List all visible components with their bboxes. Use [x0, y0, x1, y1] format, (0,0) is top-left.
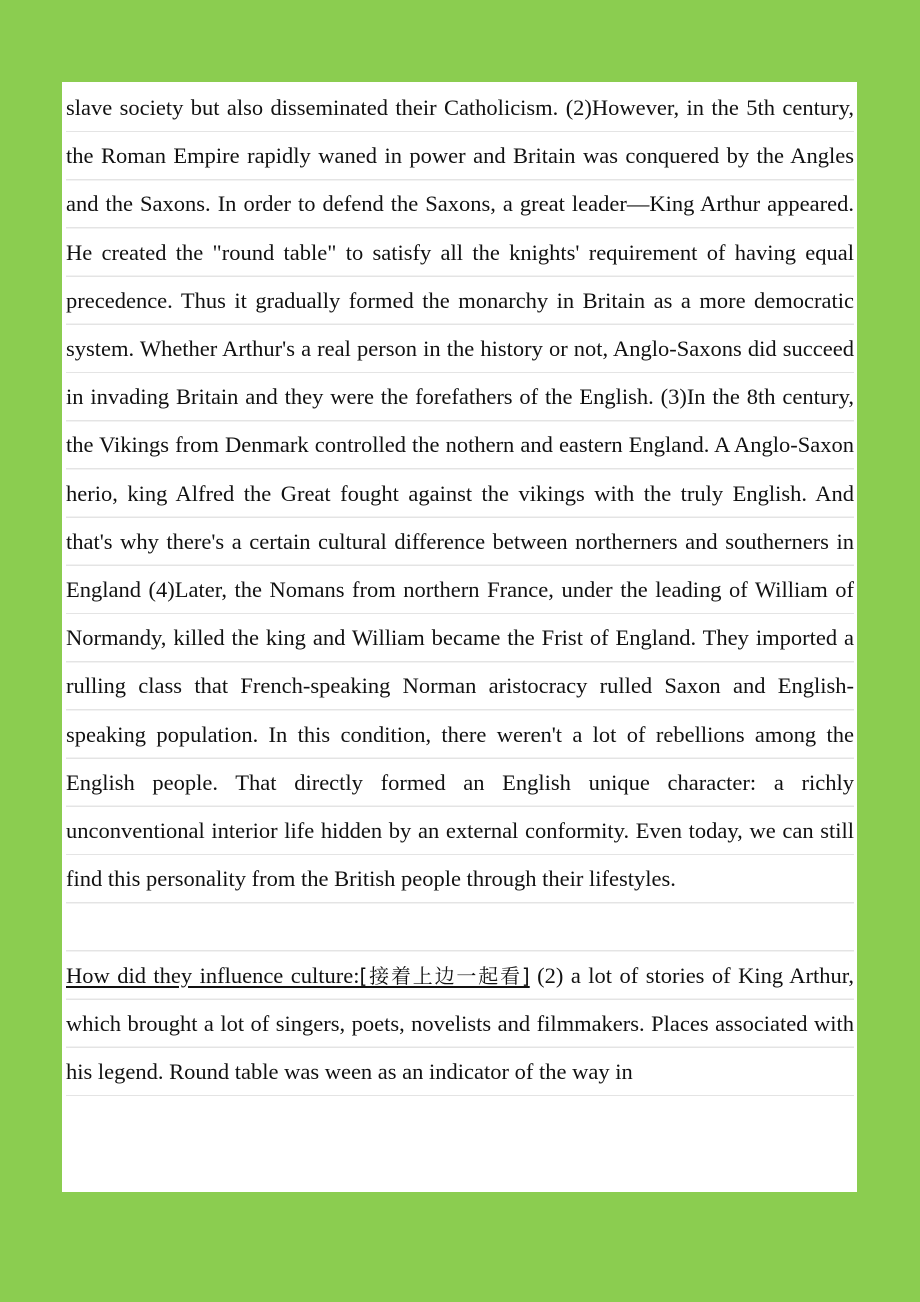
culture-heading: How did they influence culture:	[66, 962, 360, 988]
document-body	[66, 84, 854, 1096]
paragraph-gap	[66, 903, 854, 951]
document-page	[62, 82, 857, 1192]
culture-body-text: (2) a lot of stories of King Arthur, which brought a lot of singers, poets, novelists and filmmakers. Places associated with his legend. Round table was ween as an indicator of the way in	[66, 962, 855, 1085]
paragraph-culture	[66, 952, 854, 1097]
paragraph-history: slave society but also disseminated their Catholicism. (2)However, in the 5th century, the Roman Empire rapidly waned in power and Britain was conquered by the Angles and the Saxons. In order to defend the Saxons, a great leader—King Arthur appeared. He created the "round table" to satisfy all the knights' requirement of having equal precedence. Thus it gradually formed the monarchy in Britain as a more democratic system. Whether Arthur's a real person in the history or not, Anglo-Saxons did succeed in invading Britain and they were the forefathers of the English. (3)In the 8th century, the Vikings from Denmark controlled the nothern and eastern England. A Anglo-Saxon herio, king Alfred the Great fought against the vikings with the truly English. And that's why there's a certain cultural difference between northerners and southerners in England (4)Later, the Nomans from northern France, under the leading of William of Normandy, killed the king and William became the Frist of England. They imported a rulling class that French-speaking Norman aristocracy rulled Saxon and English-speaking population. In this condition, there weren't a lot of rebellions among the English people. That directly formed an English unique character: a richly unconventional interior life hidden by an external conformity. Even today, we can still find this personality from the British people through their lifestyles.	[66, 95, 854, 892]
bracket-note: [接着上边一起看]	[359, 963, 530, 988]
